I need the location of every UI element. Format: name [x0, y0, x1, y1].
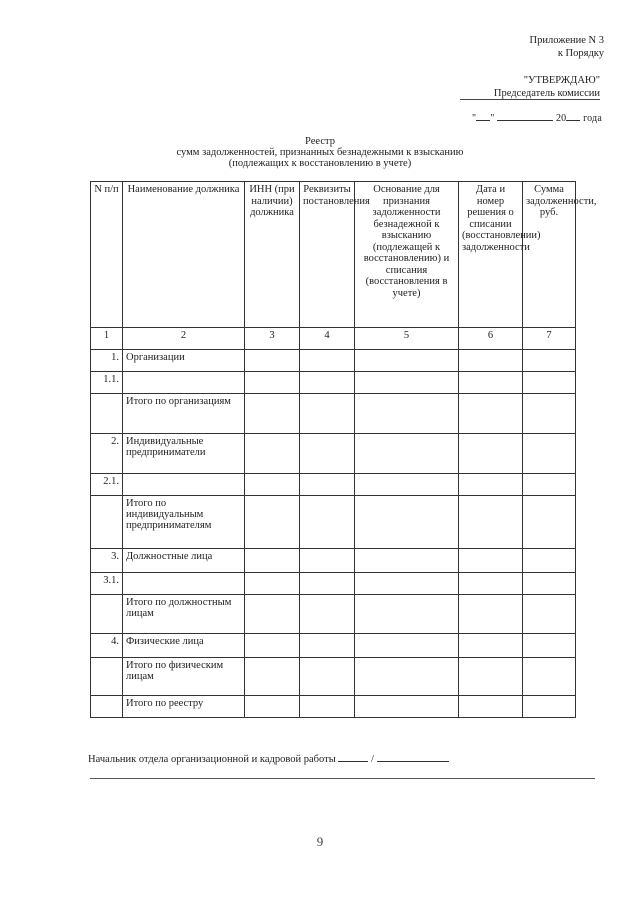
empty-cell: [459, 634, 523, 658]
title-line-3: (подлежащих к восстановлению в учете): [228, 158, 412, 169]
empty-cell: [245, 696, 300, 718]
approval-date: [472, 110, 602, 124]
empty-cell: [459, 474, 523, 496]
empty-cell: [300, 394, 355, 434]
date-quote-close: ": [490, 113, 495, 124]
table-row: [91, 372, 576, 394]
empty-cell: [355, 549, 459, 573]
row-number: 3.: [91, 549, 123, 573]
empty-cell: [523, 496, 576, 549]
approval-block: [494, 74, 600, 100]
empty-cell: [523, 658, 576, 696]
empty-cell: [245, 573, 300, 595]
header-cell: Сумма задолженности, руб.: [523, 182, 576, 328]
empty-cell: [355, 573, 459, 595]
table-row: [91, 394, 576, 434]
row-number: [91, 394, 123, 434]
debtor-name: Должностные лица: [123, 549, 245, 573]
footer-divider: [90, 778, 595, 779]
chair-title: Председатель комиссии: [493, 88, 600, 99]
empty-cell: [523, 549, 576, 573]
table-row: [91, 573, 576, 595]
month-blank: [497, 110, 553, 121]
empty-cell: [300, 350, 355, 372]
column-number: 6: [459, 328, 523, 350]
empty-cell: [459, 372, 523, 394]
empty-cell: [459, 595, 523, 634]
empty-cell: [523, 474, 576, 496]
column-number: 7: [523, 328, 576, 350]
empty-cell: [300, 496, 355, 549]
empty-cell: [523, 350, 576, 372]
chair-signature-line: [460, 99, 600, 100]
appendix-order: к Порядку: [557, 48, 604, 59]
table-row: [91, 496, 576, 549]
empty-cell: [245, 549, 300, 573]
empty-cell: [459, 549, 523, 573]
debtor-name: Физические лица: [123, 634, 245, 658]
date-suffix: года: [583, 113, 602, 124]
table-row: [91, 434, 576, 474]
empty-cell: [355, 496, 459, 549]
empty-cell: [355, 595, 459, 634]
empty-cell: [355, 394, 459, 434]
debtor-name: [123, 372, 245, 394]
empty-cell: [459, 696, 523, 718]
empty-cell: [300, 434, 355, 474]
debtor-name: Индивидуальные предприниматели: [123, 434, 245, 474]
empty-cell: [245, 595, 300, 634]
title-line-2: сумм задолженностей, признанных безнадежными к взысканию: [176, 147, 464, 158]
header-cell: Основание для признания задолженности безнадежной к взысканию (подлежащей к восстановлению) и списания (восстановления в учете): [355, 182, 459, 328]
header-cell: Наименование должника: [123, 182, 245, 328]
empty-cell: [300, 696, 355, 718]
empty-cell: [523, 434, 576, 474]
empty-cell: [459, 573, 523, 595]
table-row: [91, 350, 576, 372]
empty-cell: [245, 658, 300, 696]
debtor-name: Итого по физическим лицам: [123, 658, 245, 696]
table-row: [91, 595, 576, 634]
empty-cell: [355, 634, 459, 658]
row-number: 4.: [91, 634, 123, 658]
empty-cell: [355, 434, 459, 474]
empty-cell: [355, 474, 459, 496]
signature-block: [88, 751, 449, 765]
year-blank: [566, 110, 580, 121]
column-number: 1: [91, 328, 123, 350]
debtor-name: Итого по организациям: [123, 394, 245, 434]
signature-separator: /: [371, 754, 374, 765]
row-number: [91, 496, 123, 549]
date-quote-open: ": [471, 113, 477, 124]
empty-cell: [300, 658, 355, 696]
row-number: 1.: [91, 350, 123, 372]
empty-cell: [300, 372, 355, 394]
empty-cell: [245, 474, 300, 496]
date-century: 20: [555, 113, 567, 124]
table-body: [91, 350, 576, 718]
empty-cell: [355, 658, 459, 696]
row-number: [91, 696, 123, 718]
row-number: 3.1.: [91, 573, 123, 595]
column-number-row: [91, 328, 576, 350]
empty-cell: [300, 634, 355, 658]
empty-cell: [245, 372, 300, 394]
table-row: [91, 658, 576, 696]
debtor-name: Итого по реестру: [123, 696, 245, 718]
row-number: 2.1.: [91, 474, 123, 496]
debtor-name: Итого по должностным лицам: [123, 595, 245, 634]
page-number: 9: [316, 834, 324, 849]
header-cell: Дата и номер решения о списании (восстановлении) задолженности: [459, 182, 523, 328]
table-row: [91, 549, 576, 573]
empty-cell: [523, 634, 576, 658]
signature-blank: [338, 751, 368, 762]
empty-cell: [523, 696, 576, 718]
approve-stamp: "УТВЕРЖДАЮ": [523, 75, 600, 86]
empty-cell: [459, 434, 523, 474]
row-number: [91, 658, 123, 696]
registry-table: [90, 181, 597, 718]
column-number: 3: [245, 328, 300, 350]
empty-cell: [523, 394, 576, 434]
title-line-1: Реестр: [305, 136, 335, 147]
empty-cell: [300, 573, 355, 595]
appendix-reference: [530, 34, 604, 60]
header-cell: ИНН (при наличии) должника: [245, 182, 300, 328]
header-cell: N п/п: [91, 182, 123, 328]
name-blank: [377, 751, 449, 762]
column-number: 4: [300, 328, 355, 350]
row-number: 2.: [91, 434, 123, 474]
appendix-number: Приложение N 3: [529, 35, 604, 46]
debtor-name: Организации: [123, 350, 245, 372]
document-title: [0, 136, 640, 169]
empty-cell: [300, 595, 355, 634]
table-row: [91, 696, 576, 718]
empty-cell: [355, 350, 459, 372]
debtor-name: [123, 474, 245, 496]
debtor-name: Итого по индивидуальным предпринимателям: [123, 496, 245, 549]
empty-cell: [300, 549, 355, 573]
empty-cell: [245, 634, 300, 658]
row-number: [91, 595, 123, 634]
empty-cell: [523, 372, 576, 394]
empty-cell: [355, 372, 459, 394]
empty-cell: [245, 394, 300, 434]
empty-cell: [300, 474, 355, 496]
empty-cell: [459, 350, 523, 372]
header-cell: Реквизиты постановления: [300, 182, 355, 328]
empty-cell: [523, 573, 576, 595]
empty-cell: [459, 394, 523, 434]
empty-cell: [355, 696, 459, 718]
table-header-row: [91, 182, 576, 328]
empty-cell: [245, 496, 300, 549]
empty-cell: [459, 658, 523, 696]
empty-cell: [459, 496, 523, 549]
signature-label: Начальник отдела организационной и кадровой работы: [88, 754, 336, 765]
empty-cell: [245, 434, 300, 474]
empty-cell: [245, 350, 300, 372]
day-blank: [476, 110, 490, 121]
empty-cell: [523, 595, 576, 634]
debtor-name: [123, 573, 245, 595]
column-number: 5: [355, 328, 459, 350]
table-row: [91, 634, 576, 658]
column-number: 2: [123, 328, 245, 350]
table-row: [91, 474, 576, 496]
row-number: 1.1.: [91, 372, 123, 394]
